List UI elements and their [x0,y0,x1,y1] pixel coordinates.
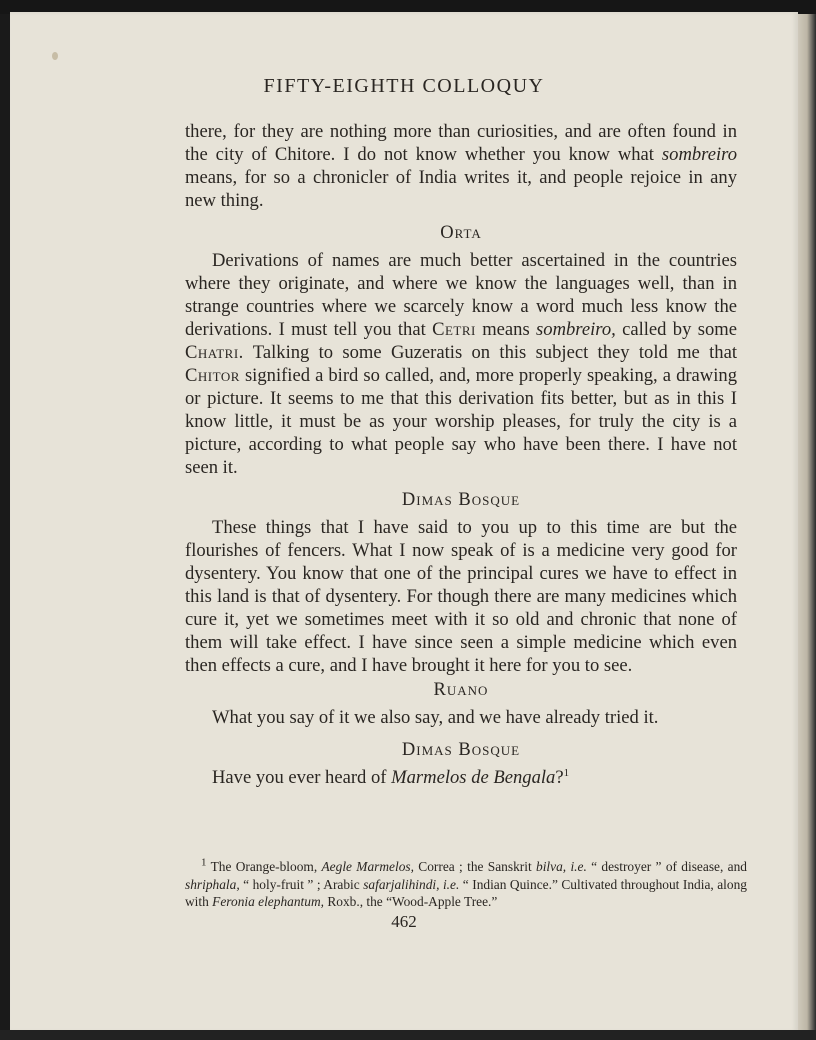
footnote [185,858,747,911]
italic-term: sombreiro [661,144,737,165]
speaker-heading-dimas-bosque: Dimas Bosque [401,490,521,510]
text-run: Have you ever heard of [212,767,392,788]
footnote-marker: 1 [201,856,207,869]
paragraph-continued [185,120,737,212]
text-run: “ destroyer ” of disease, and [586,859,747,874]
italic-term: sombreiro, [536,319,616,340]
book-spine-shadow [798,14,816,1040]
text-run: Roxb., the “Wood-Apple Tree.” [323,894,498,909]
text-run: they are nothing more than curiosities, and are often found in the city of Chitore. I do not know whether you know what [185,121,737,165]
text-run: Derivations of names are much better ascertained in the countries where they originate, and where we know the languages well, than in strange countries where we scarcely know a word much less know the derivations. I must tell you that [185,250,737,340]
page-body [185,120,737,789]
text-run: means [475,319,537,340]
page-number: 462 [391,912,417,931]
small-caps-term: Chitor [185,365,240,386]
paragraph-question [185,766,737,789]
speaker-heading-ruano: Ruano [433,680,489,700]
small-caps-term: Chatri. [185,342,244,363]
text-run: Talking to some Guzeratis on this subject they told me that [243,342,737,363]
scan-bottom-edge [0,1030,816,1040]
text-run: The Orange-bloom, [206,859,322,874]
text-run: signified a bird so called, and, more properly speaking, a drawing or picture. It seems to me that this derivation fits better, but as in this I know little, it must be as your worship pleases, for truly the city is a picture, according to what people say who have been there. I have not seen it. [185,365,737,478]
text-run: Correa ; the Sanskrit [413,859,536,874]
text-run: called by some [615,319,737,340]
text-run: “ Indian Quince.” Cultivated throughout India, along with [185,876,747,909]
paragraph-orta [185,249,737,479]
speaker-heading-dimas-bosque-2: Dimas Bosque [401,740,521,760]
speaker-heading-orta: Orta [440,223,482,243]
book-page [10,12,798,1032]
footnote-text [185,858,747,911]
italic-term: safarjalihindi, i.e. [363,876,460,892]
text-run: means, for so a chronicler of India writes it, and people rejoice in any new thing. [185,167,737,211]
paragraph-dimas-bosque: These things that I have said to you up to this time are but the flourishes of fencers. What I now speak of is a medicine very good for dysentery. You know that one of the principal cures we have to effect in this land is that of dysentery. For though there are many medicines which cure it, yet we sometimes meet with it so old and chronic that none of them will take effect. I have since seen a simple medicine which even then effects a cure, and I have brought it here for you to see. [185,517,737,676]
paper-blemish [52,52,58,60]
running-head: FIFTY-EIGHTH COLLOQUY [263,75,545,97]
text-run: there, for [185,121,256,142]
italic-term: Marmelos de Bengala [391,767,556,788]
paragraph-ruano: What you say of it we also say, and we have already tried it. [212,707,659,728]
text-run: ? [555,767,564,788]
italic-term: Aegle Marmelos, [321,859,414,874]
text-run: “ holy-fruit ” ; Arabic [239,876,364,892]
italic-term: shriphala, [185,876,240,892]
italic-term: Feronia elephantum, [212,894,324,909]
footnote-reference: 1 [563,766,570,779]
italic-term: bilva, i.e. [536,859,587,874]
small-caps-term: Cetri [432,319,476,340]
